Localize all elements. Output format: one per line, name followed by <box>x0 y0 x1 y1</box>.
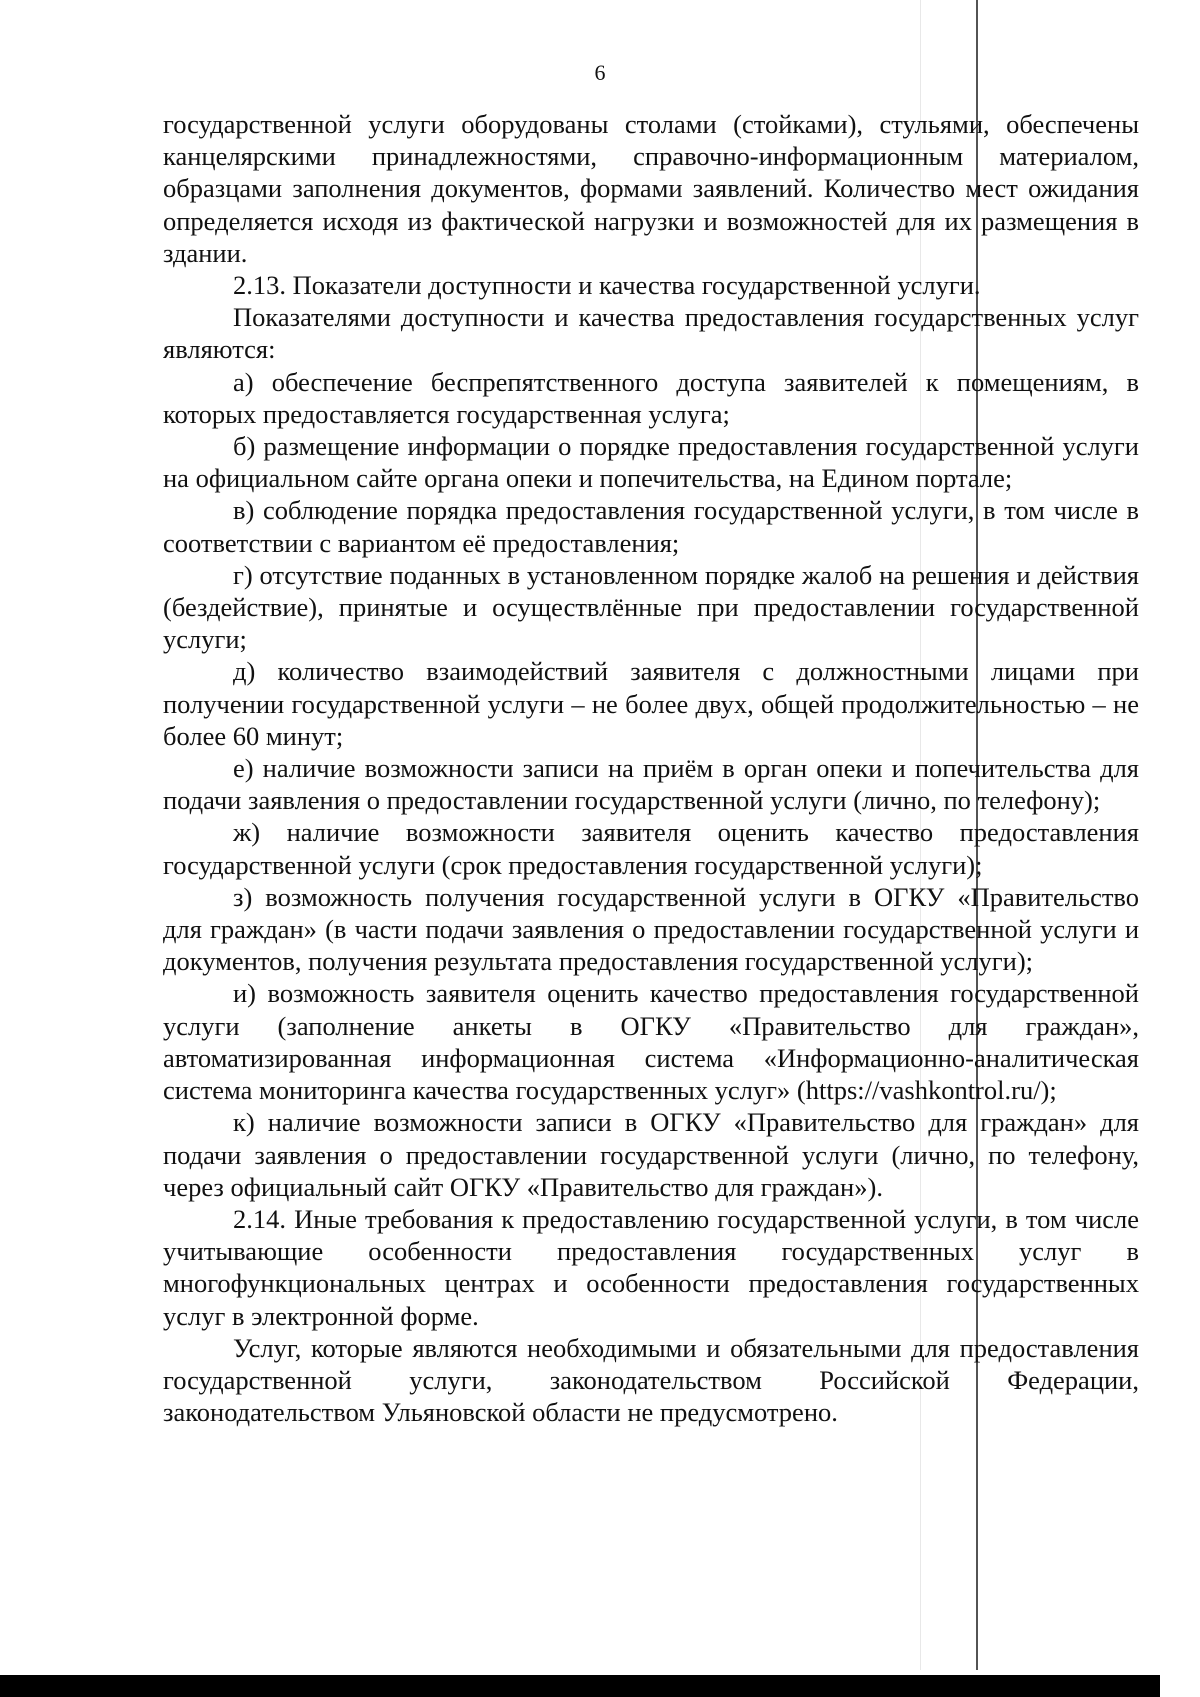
scan-bottom-border <box>0 1675 1200 1697</box>
list-item-zh: ж) наличие возможности заявителя оценить качество предоставления государственной услуги (срок предоставления государственной услуги); <box>163 817 1139 880</box>
paragraph-indicators-intro: Показателями доступности и качества предоставления государственных услуг являются: <box>163 302 1139 365</box>
list-item-k: к) наличие возможности записи в ОГКУ «Правительство для граждан» для подачи заявления о предоставлении государственной услуги (лично, по телефону, через официальный сайт ОГКУ «Правительство для граждан»). <box>163 1107 1139 1202</box>
list-item-z: з) возможность получения государственной услуги в ОГКУ «Правительство для граждан» (в части подачи заявления о предоставлении государственной услуги и документов, получения результата предоставления государственной услуги); <box>163 881 1139 977</box>
scan-bottom-border-gap <box>1160 1675 1200 1697</box>
list-item-b: б) размещение информации о порядке предоставления государственной услуги на официальном сайте органа опеки и попечительства, на Едином портале; <box>163 431 1139 494</box>
paragraph-continuation: государственной услуги оборудованы столами (стойками), стульями, обеспечены канцелярскими принадлежностями, справочно-информационным материалом, образцами заполнения документов, формами заявлений. Количество мест ожидания определяется исходя из фактической нагрузки и возможностей для их размещения в здании. <box>163 109 1139 268</box>
section-heading-2-14: 2.14. Иные требования к предоставлению государственной услуги, в том числе учитывающие особенности предоставления государственных услуг в многофункциональных центрах и особенности предоставления государственных услуг в электронной форме. <box>163 1203 1139 1331</box>
list-item-v: в) соблюдение порядка предоставления государственной услуги, в том числе в соответствии с вариантом её предоставления; <box>163 495 1139 558</box>
page-number: 6 <box>594 60 606 85</box>
list-item-a: а) обеспечение беспрепятственного доступа заявителей к помещениям, в которых предоставляется государственная услуга; <box>163 366 1139 429</box>
document-body <box>163 108 1139 1428</box>
list-item-d: д) количество взаимодействий заявителя с должностными лицами при получении государственной услуги – не более двух, общей продолжительностью – не более 60 минут; <box>163 656 1139 751</box>
list-item-g: г) отсутствие поданных в установленном порядке жалоб на решения и действия (бездействие), принятые и осуществлённые при предоставлении государственной услуги; <box>163 559 1139 655</box>
list-item-i: и) возможность заявителя оценить качество предоставления государственной услуги (заполнение анкеты в ОГКУ «Правительство для граждан», автоматизированная информационная система «Информационно-аналитическая система мониторинга качества государственных услуг» (https://vashkontrol.ru/); <box>163 978 1139 1106</box>
list-item-e: е) наличие возможности записи на приём в орган опеки и попечительства для подачи заявления о предоставлении государственной услуги (лично, по телефону); <box>163 753 1139 816</box>
paragraph-closing: Услуг, которые являются необходимыми и обязательными для предоставления государственной услуги, законодательством Российской Федерации, законодательством Ульяновской области не предусмотрено. <box>163 1332 1139 1428</box>
section-heading-2-13: 2.13. Показатели доступности и качества государственной услуги. <box>233 270 981 301</box>
